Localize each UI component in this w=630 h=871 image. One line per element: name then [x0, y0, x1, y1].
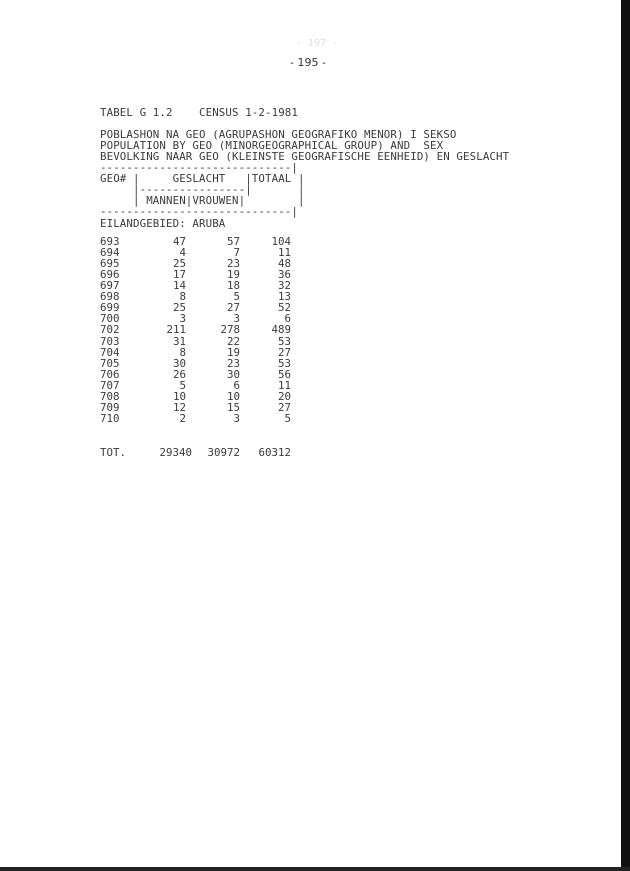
cell-geo: 698 — [100, 290, 120, 304]
table-row — [100, 347, 291, 358]
cell-totaal: 13 — [277, 290, 291, 304]
cell-vrouwen: 23 — [226, 257, 240, 271]
cell-geo: 700 — [100, 312, 120, 326]
cell-totaal: 36 — [277, 268, 291, 282]
total-row — [100, 447, 291, 458]
cell-vrouwen: 18 — [226, 279, 240, 293]
total-label: TOT. — [100, 446, 127, 459]
cell-geo: 709 — [100, 400, 120, 414]
cell-totaal: 48 — [277, 257, 291, 271]
title-english: POPULATION BY GEO (MINORGEOGRAPHICAL GROUP) AND SEX — [100, 139, 444, 152]
cell-mannen: 31 — [172, 334, 186, 348]
cell-mannen: 26 — [172, 367, 186, 381]
table-row — [100, 269, 291, 280]
table-header-rule2: |----------------| | — [100, 183, 305, 196]
cell-mannen: 10 — [172, 389, 186, 403]
table-row — [100, 324, 291, 335]
cell-geo: 699 — [100, 301, 120, 315]
cell-totaal: 20 — [277, 389, 291, 403]
table-row — [100, 380, 291, 391]
total-vrouwen: 30972 — [207, 446, 240, 459]
cell-vrouwen: 3 — [233, 411, 240, 425]
cell-totaal: 56 — [277, 367, 291, 381]
cell-geo: 703 — [100, 334, 120, 348]
cell-geo: 696 — [100, 268, 120, 282]
cell-mannen: 47 — [172, 235, 186, 248]
cell-totaal: 11 — [277, 246, 291, 260]
page-number: - 195 - — [290, 56, 326, 69]
cell-vrouwen: 15 — [226, 400, 240, 414]
region-label: EILANDGEBIED: ARUBA — [100, 217, 226, 230]
cell-vrouwen: 3 — [233, 312, 240, 326]
cell-totaal: 27 — [277, 400, 291, 414]
table-row — [100, 258, 291, 269]
table-row — [100, 313, 291, 324]
cell-mannen: 211 — [166, 323, 186, 337]
cell-mannen: 25 — [172, 301, 186, 315]
cell-vrouwen: 6 — [233, 378, 240, 392]
cell-vrouwen: 10 — [226, 389, 240, 403]
cell-mannen: 5 — [179, 378, 186, 392]
cell-vrouwen: 23 — [226, 356, 240, 370]
table-row — [100, 402, 291, 413]
cell-totaal: 53 — [277, 334, 291, 348]
cell-mannen: 2 — [179, 411, 186, 425]
cell-totaal: 11 — [277, 378, 291, 392]
cell-totaal: 489 — [271, 323, 291, 337]
cell-geo: 695 — [100, 257, 120, 271]
scan-edge-right — [621, 0, 630, 871]
bleedthrough-page-number: - 197 - — [296, 38, 339, 49]
table-title: TABEL G 1.2 CENSUS 1-2-1981 — [100, 106, 299, 119]
cell-vrouwen: 19 — [226, 268, 240, 282]
scan-edge-bottom — [0, 867, 630, 871]
cell-mannen: 4 — [179, 246, 186, 260]
cell-totaal: 53 — [277, 356, 291, 370]
cell-geo: 710 — [100, 411, 120, 425]
table-header-row1: GEO# | GESLACHT |TOTAAL | — [100, 172, 305, 185]
cell-geo: 702 — [100, 323, 120, 337]
cell-totaal: 52 — [277, 301, 291, 315]
cell-geo: 697 — [100, 279, 120, 293]
cell-vrouwen: 27 — [226, 301, 240, 315]
cell-vrouwen: 5 — [233, 290, 240, 304]
table-row — [100, 236, 291, 247]
cell-totaal: 32 — [277, 279, 291, 293]
cell-mannen: 30 — [172, 356, 186, 370]
cell-mannen: 14 — [172, 279, 186, 293]
cell-mannen: 3 — [179, 312, 186, 326]
cell-vrouwen: 7 — [233, 246, 240, 260]
cell-mannen: 25 — [172, 257, 186, 271]
cell-geo: 707 — [100, 378, 120, 392]
cell-geo: 706 — [100, 367, 120, 381]
cell-totaal: 6 — [284, 312, 291, 326]
cell-totaal: 27 — [277, 345, 291, 359]
table-header-rule3: -----------------------------| — [100, 205, 299, 218]
cell-mannen: 8 — [179, 345, 186, 359]
table-row — [100, 280, 291, 291]
cell-mannen: 8 — [179, 290, 186, 304]
total-mannen: 29340 — [159, 446, 192, 459]
table-row — [100, 358, 291, 369]
table-row — [100, 302, 291, 313]
cell-vrouwen: 30 — [226, 367, 240, 381]
table-header-row2: | MANNEN|VROUWEN| | — [100, 194, 305, 207]
cell-vrouwen: 22 — [226, 334, 240, 348]
table-row — [100, 247, 291, 258]
table-row — [100, 391, 291, 402]
table-header-rule: -----------------------------| — [100, 161, 299, 174]
cell-geo: 705 — [100, 356, 120, 370]
table-row — [100, 369, 291, 380]
cell-geo: 704 — [100, 345, 120, 359]
cell-mannen: 17 — [172, 268, 186, 282]
title-papiamento: POBLASHON NA GEO (AGRUPASHON GEOGRAFIKO MENOR) I SEKSO — [100, 128, 457, 141]
cell-totaal: 5 — [284, 411, 291, 425]
total-totaal: 60312 — [258, 446, 291, 459]
table-row — [100, 413, 291, 424]
cell-vrouwen: 57 — [226, 235, 240, 248]
table-row — [100, 291, 291, 302]
cell-mannen: 12 — [172, 400, 186, 414]
cell-vrouwen: 278 — [220, 323, 240, 337]
cell-geo: 694 — [100, 246, 120, 260]
table-row — [100, 336, 291, 347]
title-dutch: BEVOLKING NAAR GEO (KLEINSTE GEOGRAFISCHE EENHEID) EN GESLACHT — [100, 150, 510, 163]
cell-geo: 708 — [100, 389, 120, 403]
cell-geo: 693 — [100, 235, 120, 248]
cell-totaal: 104 — [271, 235, 291, 248]
cell-vrouwen: 19 — [226, 345, 240, 359]
